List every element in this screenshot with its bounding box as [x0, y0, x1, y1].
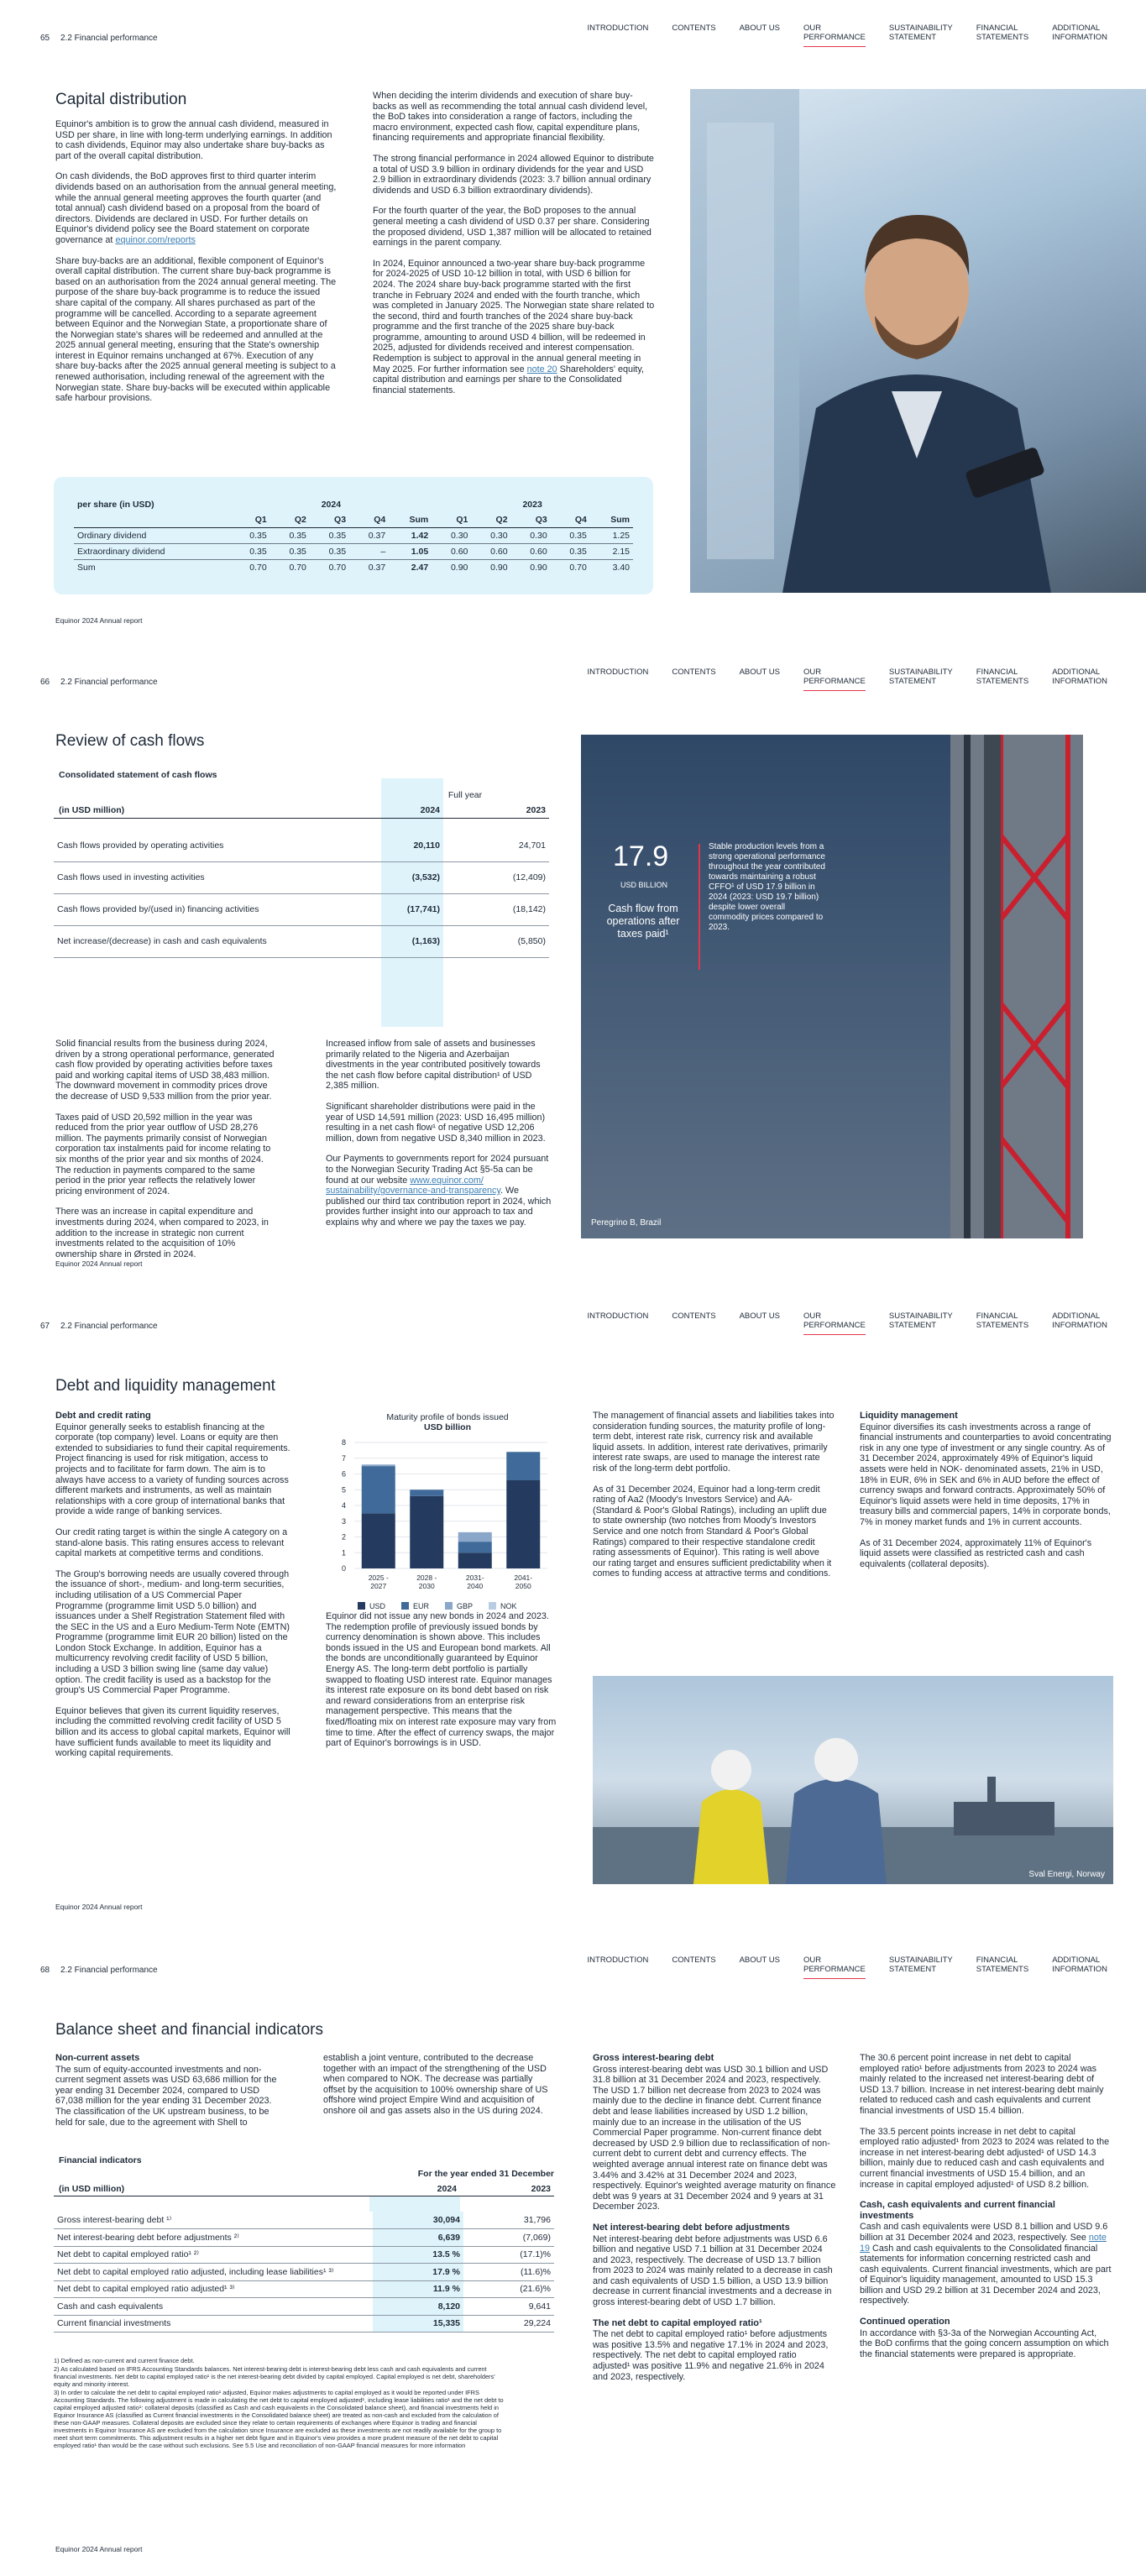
- col-header: Q1: [432, 512, 471, 528]
- photo-caption: Peregrino B, Brazil: [591, 1218, 662, 1228]
- subheading: Non-current assets: [55, 2053, 140, 2063]
- top-nav: [576, 1956, 1119, 1977]
- footnote: 3) In order to calculate the net debt to capital employed ratio¹ adjusted, Equinor makes adjustments to capital employed as it would be reported under IFRS Accounting Standards. The following adjustment is made in calculating the net debt to capital employed adjusted¹, including lease liabilities ratio¹ and the net debt to capital employed adjusted ratio¹: collateral deposits (classified as Cash and cash equivalents in the Consolidated balance sheet), and financial investments held in Equinor Insurance AS (classified as Current financial investments in the Consolidated balance sheet) are treated as non-cash and excluded from the calculation of these non-GAAP measures. Collateral deposits are excluded since they relate to certain requirements of exchanges where Equinor is trading and financial investments in Equinor Insurance AS are excluded from the calculation since Insurance are excluded as these investments are not readily available for the group to meet short term commitments. This adjustment results in a higher net debt figure and in Equinor's view provides a more prudent measure of the net debt to capital employed ratio¹ than would be the case without such exclusions. See 5.5 Use and reconciliation of non-GAAP financial measures for more information: [54, 2389, 504, 2449]
- paragraph: On cash dividends, the BoD approves first to third quarter interim dividends based on an authorisation from the annual general meeting, while the annual general meeting approves the fourth quarter (and total annual) cash dividend based on a proposal from the board of directors. Dividends are declared in USD. For further details on Equinor's dividend policy see the Board statement on corporate governance at: [55, 171, 337, 245]
- page-footer: Equinor 2024 Annual report: [55, 1259, 143, 1268]
- paragraph: As of 31 December 2024, Equinor had a long-term credit rating of Aa2 (Moody's Investors Service) and AA- (Standard & Poor's Global Ratings), including an uplift due to state ownership (two notches from Moody's Investors Service and one notch from Standard & Poor's Global Ratings) compared to their respective standalone credit rating assessments of Equinor). This rating is well above our rating target and ensures sufficient predictability when it comes to funding access at attractive terms and conditions.: [593, 1484, 832, 1579]
- paragraph: Equinor generally seeks to establish financing at the corporate (top company) level. Loans or equity are then extended to subsidiaries to fund their capital requirements. Project financing is used for risk mitigation, access to projects and to facilitate for farm down. The aim is to always have access to a variety of funding sources across different markets and instruments, as well as maintain relationships with a core group of international banks that provide a wide range of banking services.: [55, 1422, 290, 1517]
- page-68: [0, 1932, 1146, 2576]
- table-row: [54, 830, 549, 861]
- y-tick-label: 4: [341, 1501, 346, 1510]
- row-label: Net debt to capital employed ratio¹ ²⁾: [54, 2246, 373, 2264]
- subheading: The net debt to capital employed ratio¹: [593, 2317, 762, 2328]
- cell: 0.60: [471, 544, 510, 560]
- cell: 3.40: [612, 563, 630, 573]
- table-row: [54, 2280, 554, 2298]
- cell: 30,094: [373, 2212, 463, 2229]
- cell: 6,639: [373, 2229, 463, 2247]
- paragraph: Share buy-backs are an additional, flexible component of Equinor's overall capital distribution. The current share buy-back programme is based on an authorisation from the 2024 annual general meeting. The purpose of the share buy-back programme is to reduce the issued share capital of the company. All shares purchased as part of the programme will be cancelled. According to a separate agreement between Equinor and the Norwegian State, a proportionate share of the Norwegian state's shares will be redeemed and annulled at the 2025 annual general meeting, ensuring that the State's ownership interest in Equinor remains unchanged at 67%. Execution of any share buy-backs after the 2025 annual general meeting is subject to a renewed authorisation, including renewal of the agreement with the Norwegian state. Share buy-backs will be executed within applicable safe harbour provisions.: [55, 255, 337, 404]
- page-header: [0, 1288, 1146, 1338]
- note-20-link[interactable]: note 20: [526, 364, 557, 374]
- page-footer: Equinor 2024 Annual report: [55, 1903, 143, 1911]
- row-label: Cash flows provided by operating activities: [54, 830, 381, 861]
- cell: 0.37: [349, 528, 389, 544]
- photo-peregrino-platform: [581, 735, 1083, 1238]
- x-tick-label: 2025 -: [368, 1573, 389, 1582]
- page-title: Review of cash flows: [55, 732, 205, 750]
- text-column-2: [373, 91, 655, 406]
- dividend-table-box: [54, 477, 653, 594]
- x-tick-label: 2040: [467, 1582, 484, 1590]
- x-tick-label: 2030: [418, 1582, 435, 1590]
- cell: (17,741): [381, 893, 443, 925]
- bar-eur: [410, 1490, 443, 1496]
- cell: 1.42: [389, 528, 432, 544]
- nav-additional-information[interactable]: ADDITIONAL INFORMATION: [1052, 668, 1107, 686]
- text-column-4: [860, 2053, 1112, 2369]
- cell: –: [349, 544, 389, 560]
- nav-about-us[interactable]: ABOUT US: [739, 1956, 780, 1965]
- col-header: Q4: [551, 512, 590, 528]
- reports-link[interactable]: equinor.com/reports: [115, 234, 196, 245]
- paragraph: When deciding the interim dividends and execution of share buy-backs as well as recommending the total annual cash dividend level, the BoD takes into consideration a range of factors, including the macro environment, expected cash flow, capital expenditure plans, financing requirements and appropriate financial flexibility.: [373, 91, 648, 144]
- legend-label: NOK: [500, 1602, 517, 1610]
- row-label: Cash and cash equivalents: [54, 2298, 373, 2316]
- nav-our-performance[interactable]: OUR PERFORMANCE: [792, 668, 877, 689]
- paragraph-tail: Cash and cash equivalents to the Consolidated financial statements for information concerning restricted cash and cash equivalents. Current financial investments, which are part of Equinor's liquidity management, amounted to USD 15.3 billion and USD 29.2 billion at 31 December 2024 and 2023, respectively.: [860, 2243, 1112, 2306]
- dividend-table: [74, 497, 633, 575]
- nav-sustainability[interactable]: SUSTAINABILITY STATEMENT: [888, 668, 953, 686]
- table-row: [54, 925, 549, 957]
- top-nav: [576, 668, 1119, 689]
- paragraph: Gross interest-bearing debt was USD 30.1 billion and USD 31.8 billion at 31 December 2024 and 2023, respectively. The USD 1.7 billion net decrease from 2023 to 2024 was mainly due to the decline in finance debt. Current finance debt and lease liabilities increased by USD 1.2 billion, mainly due to an increase in the utilisation of the US Commercial Paper programme. Non-current finance debt decreased by USD 2.9 billion due to reclassification of non-current debt to current debt and currency effects. The weighted average annual interest rate on finance debt was 3.44% and 3.42% at 31 December 2024 and 2023, respectively. Equinor's weighted average maturity on finance debt was 9 years at 31 December 2024 and 9 years at 31 December 2023.: [593, 2064, 836, 2212]
- paragraph: Equinor believes that given its current liquidity reserves, including the committed revolving credit facility of USD 5 billion and its access to global capital markets, Equinor will have sufficient funds available to meet its liquidity and working capital requirements.: [55, 1705, 290, 1759]
- cell: (5,850): [487, 925, 549, 957]
- paragraph: The 33.5 percent points increase in net debt to capital employed ratio adjusted¹ from 2023 to 2024 was related to the increase in net interest-bearing debt adjusted¹ of USD 14.3 billion, mainly due to reduced cash and cash equivalents and current financial investments of USD 15.4 billion, and an increase in capital employed adjusted¹ of USD 8.2 billion.: [860, 2126, 1110, 2190]
- paragraph: Net interest-bearing debt before adjustments was USD 6.6 billion and negative USD 7.1 billion at 31 December 2024 and 2023, respectively. The decrease of USD 13.7 billion from 2023 to 2024 was mainly related to a decrease in cash and cash equivalents of USD 1.5 billion, a USD 13.9 billion decrease in current financial investments and a decrease in gross interest-bearing debt of USD 1.7 billion.: [593, 2233, 833, 2308]
- col-header: Q3: [511, 512, 551, 528]
- indicators-table: [54, 2212, 554, 2333]
- page-65: [0, 0, 1146, 644]
- nav-our-performance[interactable]: OUR PERFORMANCE: [792, 1312, 877, 1333]
- text-column-1: [55, 1039, 278, 1270]
- paragraph: The management of financial assets and liabilities takes into consideration funding sources, the maturity profile of long-term debt, interest rate risk, currency risk and available liquid assets. In addition, interest rate derivatives, primarily interest rate swaps, are used to manage the interest rate risk of the long-term debt portfolio.: [593, 1411, 835, 1474]
- unit-label: (in USD million): [59, 805, 125, 815]
- x-tick-label: 2041-: [514, 1573, 533, 1582]
- cell: 24,701: [487, 830, 549, 861]
- paragraph: Taxes paid of USD 20,592 million in the year was reduced from the prior year outflow of USD 28,276 million. The payments primarily consist of Norwegian corporation tax instalments paid for income relating to six months of the prior year and six months of 2024. The reduction in payments compared to the same period in the prior year reflects the relatively lower pricing environment of 2024.: [55, 1112, 271, 1196]
- nav-about-us[interactable]: ABOUT US: [739, 1312, 780, 1321]
- cell: 0.35: [270, 544, 310, 560]
- cell: 0.70: [249, 563, 267, 573]
- text-column-2: [326, 1039, 554, 1238]
- cell: 0.37: [368, 563, 386, 573]
- bar-usd: [458, 1552, 492, 1568]
- nav-contents[interactable]: CONTENTS: [672, 668, 716, 677]
- legend-swatch: [489, 1602, 496, 1610]
- cell: 0.35: [310, 528, 349, 544]
- top-nav: [576, 1312, 1119, 1333]
- section-label: 2.2 Financial performance: [60, 678, 158, 687]
- legend-swatch: [358, 1602, 365, 1610]
- paragraph: Solid financial results from the business during 2024, driven by a strong operational performance, generated cash flow provided by operating activities before taxes paid and working capital items of USD 38,483 million. The downward movement in commodity prices drove the decrease of USD 9,533 million from the prior year.: [55, 1039, 275, 1102]
- chart-title: Maturity profile of bonds issued: [386, 1412, 509, 1422]
- nav-sustainability[interactable]: SUSTAINABILITY STATEMENT: [888, 24, 953, 42]
- photo-workers-sval: [593, 1676, 1113, 1884]
- section-label: 2.2 Financial performance: [60, 1322, 158, 1331]
- paragraph: The net debt to capital employed ratio¹ before adjustments was positive 13.5% and negative 17.1% in 2024 and 2023, respectively. The net debt to capital employed ratio adjusted¹ was positive 11.9% and negative 21.6% in 2024 and 2023, respectively.: [593, 2329, 829, 2382]
- cell: 0.35: [551, 544, 590, 560]
- section-label: 2.2 Financial performance: [60, 34, 158, 43]
- table-row: [74, 544, 633, 560]
- paragraph: Equinor's ambition is to grow the annual cash dividend, measured in USD per share, in line with long-term underlying earnings. In addition to cash dividends, Equinor may also undertake share buy-backs as part of the overall capital distribution.: [55, 119, 332, 161]
- nav-contents[interactable]: CONTENTS: [672, 1956, 716, 1965]
- text-column-3: [593, 1411, 835, 1589]
- subheading: Net interest-bearing debt before adjustments: [593, 2222, 790, 2233]
- paragraph: There was an increase in capital expenditure and investments during 2024, when compared to 2023, in addition to the increase in strategic non current investments related to the acquisition of 10% ownership share in Ørsted in 2024.: [55, 1207, 269, 1259]
- row-label: Net interest-bearing debt before adjustments ²⁾: [54, 2229, 373, 2247]
- bar-gbp: [458, 1532, 492, 1542]
- cell: 0.35: [231, 528, 270, 544]
- chart-subtitle: USD billion: [424, 1422, 471, 1432]
- workers-illustration: [593, 1676, 1113, 1884]
- page-66: [0, 644, 1146, 1288]
- table-title: Financial indicators: [59, 2155, 142, 2165]
- page-footer: Equinor 2024 Annual report: [55, 2545, 143, 2553]
- cell: 0.35: [270, 528, 310, 544]
- nav-financial-statements[interactable]: FINANCIAL STATEMENTS: [976, 1312, 1029, 1330]
- legend-label: GBP: [457, 1602, 474, 1610]
- paragraph: Our credit rating target is within the single A category on a stand-alone basis. This rating ensures access to relevant capital markets at competitive terms and conditions.: [55, 1526, 288, 1559]
- photo-man-smiling: [690, 89, 1146, 593]
- cell: 11.9 %: [373, 2280, 463, 2298]
- col-header: Q2: [471, 512, 510, 528]
- row-label: Extraordinary dividend: [74, 544, 231, 560]
- nav-additional-information[interactable]: ADDITIONAL INFORMATION: [1052, 1956, 1107, 1974]
- cell: 0.60: [511, 544, 551, 560]
- subheading: Gross interest-bearing debt: [593, 2053, 714, 2063]
- cell: 0.90: [450, 563, 468, 573]
- cell: 2.47: [411, 563, 429, 573]
- x-tick-label: 2050: [515, 1582, 531, 1590]
- sustainability-link[interactable]: www.equinor.com/ sustainability/governance-and-transparency: [326, 1175, 501, 1196]
- bond-maturity-chart: [326, 1412, 569, 1622]
- page-number: 68: [40, 1966, 50, 1975]
- y-tick-label: 8: [341, 1438, 346, 1447]
- year-header: 2024: [321, 500, 342, 510]
- cell: (18,142): [487, 893, 549, 925]
- cell: (17.1)%: [463, 2246, 554, 2264]
- nav-sustainability[interactable]: SUSTAINABILITY STATEMENT: [888, 1312, 953, 1330]
- year-header: 2023: [531, 2184, 551, 2194]
- cell: 1.05: [389, 544, 432, 560]
- table-row: [54, 2315, 554, 2333]
- text-column-4: [860, 1411, 1112, 1579]
- cell: (1,163): [381, 925, 443, 957]
- section-label: 2.2 Financial performance: [60, 1966, 158, 1975]
- footnote: 1) Defined as non-current and current finance debt.: [54, 2357, 195, 2364]
- cell: 0.90: [490, 563, 508, 573]
- row-label: Cash flows provided by/(used in) financing activities: [54, 893, 381, 925]
- y-tick-label: 6: [341, 1469, 346, 1479]
- cell: 29,224: [463, 2315, 554, 2333]
- cell: 9,641: [463, 2298, 554, 2316]
- paragraph: The 30.6 percent point increase in net debt to capital employed ratio¹ before adjustments from 2023 to 2024 was mainly related to the increased net interest-bearing debt of USD 13.7 billion. Increase in net interest-bearing debt mainly related to reduced cash and cash equivalents and current financial investments of USD 15.4 billion.: [860, 2053, 1104, 2116]
- kpi-text: Stable production levels from a strong operational performance throughout the year contributed towards maintaining a robust CFFO¹ of USD 17.9 billion in 2024 (2023: USD 19.7 billion) despite lower overall commodity prices compared to 2023.: [709, 842, 825, 932]
- nav-contents[interactable]: CONTENTS: [672, 1312, 716, 1321]
- x-tick-label: 2031-: [465, 1573, 484, 1582]
- page-title: Capital distribution: [55, 91, 187, 108]
- paragraph: Our Payments to governments report for 2024 pursuant to the Norwegian Security Trading Act §5-5a can be found at our website: [326, 1154, 549, 1186]
- bar-usd: [506, 1480, 540, 1568]
- footnotes: [54, 2357, 507, 2450]
- table-row: [54, 2264, 554, 2281]
- note-19-link[interactable]: note 19: [860, 2232, 1107, 2254]
- bar-eur: [362, 1466, 395, 1513]
- nav-introduction[interactable]: INTRODUCTION: [587, 1312, 649, 1321]
- bar-usd: [362, 1513, 395, 1568]
- nav-additional-information[interactable]: ADDITIONAL INFORMATION: [1052, 24, 1107, 42]
- y-tick-label: 3: [341, 1516, 346, 1526]
- x-tick-label: 2027: [370, 1582, 387, 1590]
- table-row: [74, 528, 633, 544]
- text-column-1: [55, 2053, 284, 2138]
- row-label: Gross interest-bearing debt ¹⁾: [54, 2212, 373, 2229]
- paragraph: Equinor diversifies its cash investments across a range of financial instruments and counterparties to avoid concentrating risk in any one type of investment or any single country. As of 31 December 2024, approximately 49% of Equinor's liquid assets were held in NOK- denominated assets, 21% in USD, 18% in EUR, 6% in SEK and 6% in AUD before the effect of currency swaps and forward contracts. Approximately 50% of Equinor's liquid assets were held in time deposits, 17% in treasury bills and commercial papers, 14% in corporate bonds, 7% in money market funds and 1% in current accounts.: [860, 1422, 1112, 1527]
- page-header: [0, 644, 1146, 694]
- nav-contents[interactable]: CONTENTS: [672, 24, 716, 33]
- page-number: 66: [40, 678, 50, 687]
- table-row: [74, 560, 633, 576]
- bar-eur: [458, 1542, 492, 1552]
- col-header: Q3: [310, 512, 349, 528]
- page-67: [0, 1288, 1146, 1932]
- cell: 13.5 %: [373, 2246, 463, 2264]
- paragraph: For the fourth quarter of the year, the BoD proposes to the annual general meeting a cash dividend of USD 0.37 per share. Considering the proposed dividend, USD 1,387 million will be allocated to retained earnings in the parent company.: [373, 206, 651, 249]
- table-row: [54, 893, 549, 925]
- cell: 0.70: [569, 563, 587, 573]
- text-column-2: [323, 2053, 554, 2127]
- table-row: [54, 2212, 554, 2229]
- row-label: Current financial investments: [54, 2315, 373, 2333]
- nav-our-performance[interactable]: OUR PERFORMANCE: [792, 1956, 877, 1977]
- paragraph: The sum of equity-accounted investments and non-current segment assets was USD 63,686 million for the year ending 31 December 2024, compared to USD 67,038 million for the year ending 31 December 2023. The classification of the UK upstream business, to be held for sale, due to the agreement with Shell to: [55, 2064, 277, 2128]
- page-number: 67: [40, 1322, 50, 1331]
- cell: 8,120: [373, 2298, 463, 2316]
- page-title: Debt and liquidity management: [55, 1377, 275, 1395]
- page-title: Balance sheet and financial indicators: [55, 2021, 323, 2039]
- cashflow-table: [54, 830, 549, 958]
- year-header: 2024: [437, 2184, 457, 2194]
- top-nav: [576, 24, 1119, 45]
- cell: 0.35: [231, 544, 270, 560]
- y-tick-label: 2: [341, 1532, 346, 1542]
- col-header: Q4: [349, 512, 389, 528]
- nav-financial-statements[interactable]: FINANCIAL STATEMENTS: [976, 1956, 1029, 1974]
- table-row: [54, 2298, 554, 2316]
- text-column-1: [55, 1411, 290, 1769]
- row-label: Ordinary dividend: [74, 528, 231, 544]
- person-illustration: [690, 89, 1146, 593]
- subheading: Liquidity management: [860, 1411, 958, 1421]
- y-tick-label: 5: [341, 1485, 346, 1495]
- page-header: [0, 1932, 1146, 1982]
- cell: 0.90: [530, 563, 547, 573]
- chart-svg: [326, 1437, 569, 1620]
- year-header: 2023: [522, 500, 542, 510]
- nav-sustainability[interactable]: SUSTAINABILITY STATEMENT: [888, 1956, 953, 1974]
- row-label: Net increase/(decrease) in cash and cash equivalents: [54, 925, 381, 957]
- y-tick-label: 0: [341, 1564, 346, 1573]
- nav-about-us[interactable]: ABOUT US: [739, 668, 780, 677]
- cell: (7,069): [463, 2229, 554, 2247]
- table-corner: per share (in USD): [77, 500, 154, 510]
- table-row: [54, 2246, 554, 2264]
- table-row: [54, 2229, 554, 2247]
- paragraph: The strong financial performance in 2024 allowed Equinor to distribute a total of USD 3.9 billion in ordinary dividends for the year and USD 2.9 billion in extraordinary dividends (2023: 3.7 billion annual ordinary dividends and USD 6.3 billion extraordinary dividends).: [373, 153, 654, 196]
- paragraph-tail: Shareholders' equity, capital distribution and earnings per share to the Consolidated financial statements.: [373, 364, 644, 395]
- cell: 0.35: [551, 528, 590, 544]
- cell: 1.25: [590, 528, 633, 544]
- cell: 0.30: [471, 528, 510, 544]
- nav-introduction[interactable]: INTRODUCTION: [587, 668, 649, 677]
- paragraph: As of 31 December 2024, approximately 11% of Equinor's liquid assets were classified as restricted cash and cash equivalents (collateral deposits).: [860, 1537, 1092, 1569]
- paragraph: establish a joint venture, contributed to the decrease together with an impact of the strengthening of the USD when compared to NOK. The decrease was partially offset by the acquisition to 100% ownership share of US offshore wind project Empire Wind and acquisition of onshore oil and gas assets also in the US during 2024.: [323, 2053, 548, 2116]
- col-header: Q1: [231, 512, 270, 528]
- row-label: Net debt to capital employed ratio adjusted, including lease liabilities¹ ³⁾: [54, 2264, 373, 2281]
- text-column-3: [593, 2053, 836, 2392]
- bar-eur: [506, 1452, 540, 1480]
- nav-financial-statements[interactable]: FINANCIAL STATEMENTS: [976, 24, 1029, 42]
- nav-about-us[interactable]: ABOUT US: [739, 24, 780, 33]
- cell: (21.6)%: [463, 2280, 554, 2298]
- nav-introduction[interactable]: INTRODUCTION: [587, 24, 649, 33]
- footnote: 2) As calculated based on IFRS Accounting Standards balances. Net interest-bearing debt is interest-bearing debt less cash and cash equivalents and current financial investments. Net debt to capital employed ratio¹ is the net interest-bearing debt divided by capital employed. Capital employed is net debt, shareholders' equity and minority interest.: [54, 2365, 495, 2388]
- table-row: [54, 861, 549, 893]
- cell: 0.35: [310, 544, 349, 560]
- text-column-1: [55, 119, 337, 414]
- y-tick-label: 1: [341, 1548, 346, 1558]
- paragraph: In 2024, Equinor announced a two-year share buy-back programme for 2024-2025 of USD 10-12 billion in total, with USD 6 billion for 2024. The 2024 share buy-back programme started with the first tranche in February 2024 and ended with the fourth tranche, which was completed in January 2025. The Norwegian state share related to the second, third and fourth tranches of the 2024 share buy-back programme and the first tranche of the 2025 share buy-back programme, amounting to around USD 4 billion, will be redeemed in 2025, adjusted for dividends received and interest compensation. Redemption is subject to approval in the annual general meeting in May 2025. For further information see: [373, 258, 655, 374]
- unit-label: (in USD million): [59, 2184, 125, 2194]
- kpi-label: Cash flow from operations after taxes paid¹: [606, 903, 680, 940]
- paragraph: The Group's borrowing needs are usually covered through the issuance of short-, medium- and long-term securities, including utilisation of a US Commercial Paper Programme (programme limit USD 5.0 billion) and issuances under a Shelf Registration Statement filed with the SEC in the US and a Euro Medium-Term Note (EMTN) Programme (programme limit EUR 20 billion) listed on the London Stock Exchange. In addition, Equinor has a multicurrency revolving credit facility of USD 5 billion, including a USD 3 billion swing line (same day value) option. The credit facility is used as a backstop for the group's US Commercial Paper Programme.: [55, 1568, 290, 1696]
- period-label: For the year ended 31 December: [417, 2169, 554, 2179]
- col-header: Sum: [590, 512, 633, 528]
- cell: 20,110: [381, 830, 443, 861]
- nav-financial-statements[interactable]: FINANCIAL STATEMENTS: [976, 668, 1029, 686]
- year-header: 2023: [526, 805, 546, 815]
- legend-swatch: [401, 1602, 409, 1610]
- bar-gbp: [362, 1464, 395, 1466]
- paragraph: Cash and cash equivalents were USD 8.1 billion and USD 9.6 billion at 31 December 2024 and 2023, respectively. See: [860, 2222, 1108, 2243]
- cell: 0.60: [432, 544, 471, 560]
- nav-our-performance[interactable]: OUR PERFORMANCE: [792, 24, 877, 45]
- page-header: [0, 0, 1146, 50]
- table-title: Consolidated statement of cash flows: [59, 770, 217, 780]
- cell: 31,796: [463, 2212, 554, 2229]
- cell: 17.9 %: [373, 2264, 463, 2281]
- subheading: Cash, cash equivalents and current financial investments: [860, 2200, 1055, 2221]
- legend-swatch: [445, 1602, 453, 1610]
- cell: (12,409): [487, 861, 549, 893]
- text-column-2: [326, 1611, 557, 1759]
- row-label: Sum: [77, 563, 96, 573]
- col-header: Sum: [389, 512, 432, 528]
- subheading: Continued operation: [860, 2317, 950, 2327]
- paragraph: Increased inflow from sale of assets and businesses primarily related to the Nigeria and Azerbaijan divestments in the year contributed positively towards the net cash flow before capital distribution¹ of USD 2,385 million.: [326, 1039, 541, 1092]
- year-header: 2024: [420, 805, 440, 815]
- page-number: 65: [40, 34, 50, 43]
- row-label: Cash flows used in investing activities: [54, 861, 381, 893]
- kpi-value: 17.9: [613, 840, 669, 872]
- photo-caption: Sval Energi, Norway: [1028, 1870, 1105, 1879]
- cell: 0.70: [328, 563, 347, 573]
- cell: 2.15: [590, 544, 633, 560]
- y-tick-label: 7: [341, 1453, 346, 1463]
- row-label: Net debt to capital employed ratio adjusted¹ ³⁾: [54, 2280, 373, 2298]
- legend-label: EUR: [413, 1602, 430, 1610]
- cell: 15,335: [373, 2315, 463, 2333]
- paragraph: Equinor did not issue any new bonds in 2024 and 2023. The redemption profile of previously issued bonds by currency denomination is shown above. This includes bonds issued in the US and European bond markets. All the bonds are unconditionally guaranteed by Equinor Energy AS. The long-term debt portfolio is partially swapped to floating USD interest rate. Equinor manages its interest rate exposure on its bond debt based on risk and reward considerations from an enterprise risk management perspective. This means that the fixed/floating mix on interest rate exposure may vary from time to time. After the effect of currency swaps, the major part of Equinor's borrowings is in USD.: [326, 1611, 557, 1749]
- kpi-divider: [699, 844, 700, 970]
- nav-additional-information[interactable]: ADDITIONAL INFORMATION: [1052, 1312, 1107, 1330]
- cell: (11.6)%: [463, 2264, 554, 2281]
- cell: (3,532): [381, 861, 443, 893]
- paragraph: Significant shareholder distributions were paid in the year of USD 14,591 million (2023: USD 16,495 million) resulting in a net cash flow¹ of negative USD 12,206 million, down from negative USD 8,340 million in 2023.: [326, 1101, 546, 1144]
- page-footer: Equinor 2024 Annual report: [55, 616, 143, 625]
- cell: 0.70: [289, 563, 306, 573]
- cell: 0.30: [511, 528, 551, 544]
- kpi-unit: USD BILLION: [620, 881, 668, 889]
- period-label: Full year: [447, 790, 483, 800]
- subheading: Debt and credit rating: [55, 1411, 151, 1421]
- nav-introduction[interactable]: INTRODUCTION: [587, 1956, 649, 1965]
- paragraph-tail: . We published our third tax contribution report in 2024, which provides further insight into our approach to tax and explains why and where we pay the taxes we pay.: [326, 1186, 552, 1228]
- col-header: Q2: [270, 512, 310, 528]
- platform-illustration: [581, 735, 1083, 1238]
- bar-usd: [410, 1496, 443, 1568]
- legend-label: USD: [369, 1602, 386, 1610]
- paragraph: In accordance with §3-3a of the Norwegian Accounting Act, the BoD confirms that the going concern assumption on which the financial statements were prepared is appropriate.: [860, 2327, 1109, 2359]
- cell: 0.30: [432, 528, 471, 544]
- x-tick-label: 2028 -: [416, 1573, 437, 1582]
